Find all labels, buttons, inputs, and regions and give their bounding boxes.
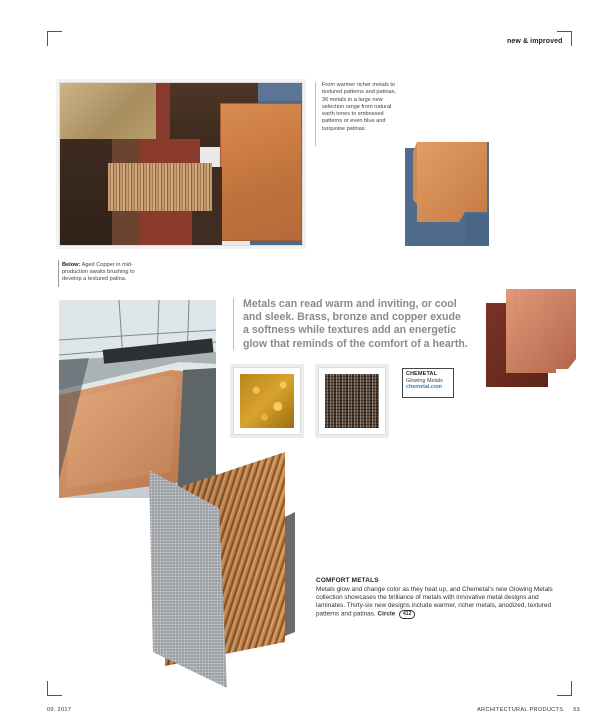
article-title: COMFORT METALS xyxy=(316,577,379,584)
page-number: 53 xyxy=(573,707,581,713)
copper-sheets xyxy=(486,289,576,387)
weave-swatch xyxy=(318,367,386,435)
crop-mark-bottom-right xyxy=(557,681,572,696)
manufacturer-tag xyxy=(402,368,454,398)
copper-sample-shape xyxy=(403,142,489,246)
article-body-text: Metals glow and change color as they heat up, and Chemetal's new Glowing Metals collection showcases the brilliance of metals with innovative metal designs and laminates. Thirty-six new designs include warmer, richer metals, anodized, textured patterns and patinas. xyxy=(316,586,553,618)
crop-mark-bottom-left xyxy=(47,681,62,696)
top-caption: From warmer richer metals to textured patterns and patinas, 36 metals in a large new selection range from natural earth tones to embossed patterns or even blue and turquoise patinas. xyxy=(322,82,397,132)
pull-quote: Metals can read warm and inviting, or cool and sleek. Brass, bronze and copper exude a softness while textures add an energetic glow that reminds of the comfort of a hearth. xyxy=(243,298,468,350)
left-caption-rule xyxy=(58,260,59,287)
gold-swatch xyxy=(233,367,301,435)
textured-metal-panels xyxy=(135,452,305,688)
section-label: new & improved xyxy=(507,38,563,45)
pullquote-rule xyxy=(233,298,234,350)
left-caption-lead: Below: xyxy=(62,262,81,268)
footer-publication xyxy=(477,707,580,713)
circle-number-badge[interactable]: 412 xyxy=(399,610,415,619)
circle-label: Circle xyxy=(377,610,396,618)
left-caption xyxy=(62,262,140,284)
article-body xyxy=(316,586,562,619)
tag-product: Glowing Metals xyxy=(406,377,443,384)
tag-url-link[interactable]: chemetal.com xyxy=(406,384,442,391)
publication-name: ARCHITECTURAL PRODUCTS xyxy=(477,707,564,713)
metal-samples-collage xyxy=(59,82,303,246)
crop-mark-top-left xyxy=(47,31,62,46)
left-caption-text: Aged Copper in mid-production awaits brushing to develop a textured patina. xyxy=(62,262,135,283)
issue-date: 09. 2017 xyxy=(47,707,72,713)
caption-rule xyxy=(315,82,316,146)
tag-brand: CHEMETAL xyxy=(406,371,438,377)
